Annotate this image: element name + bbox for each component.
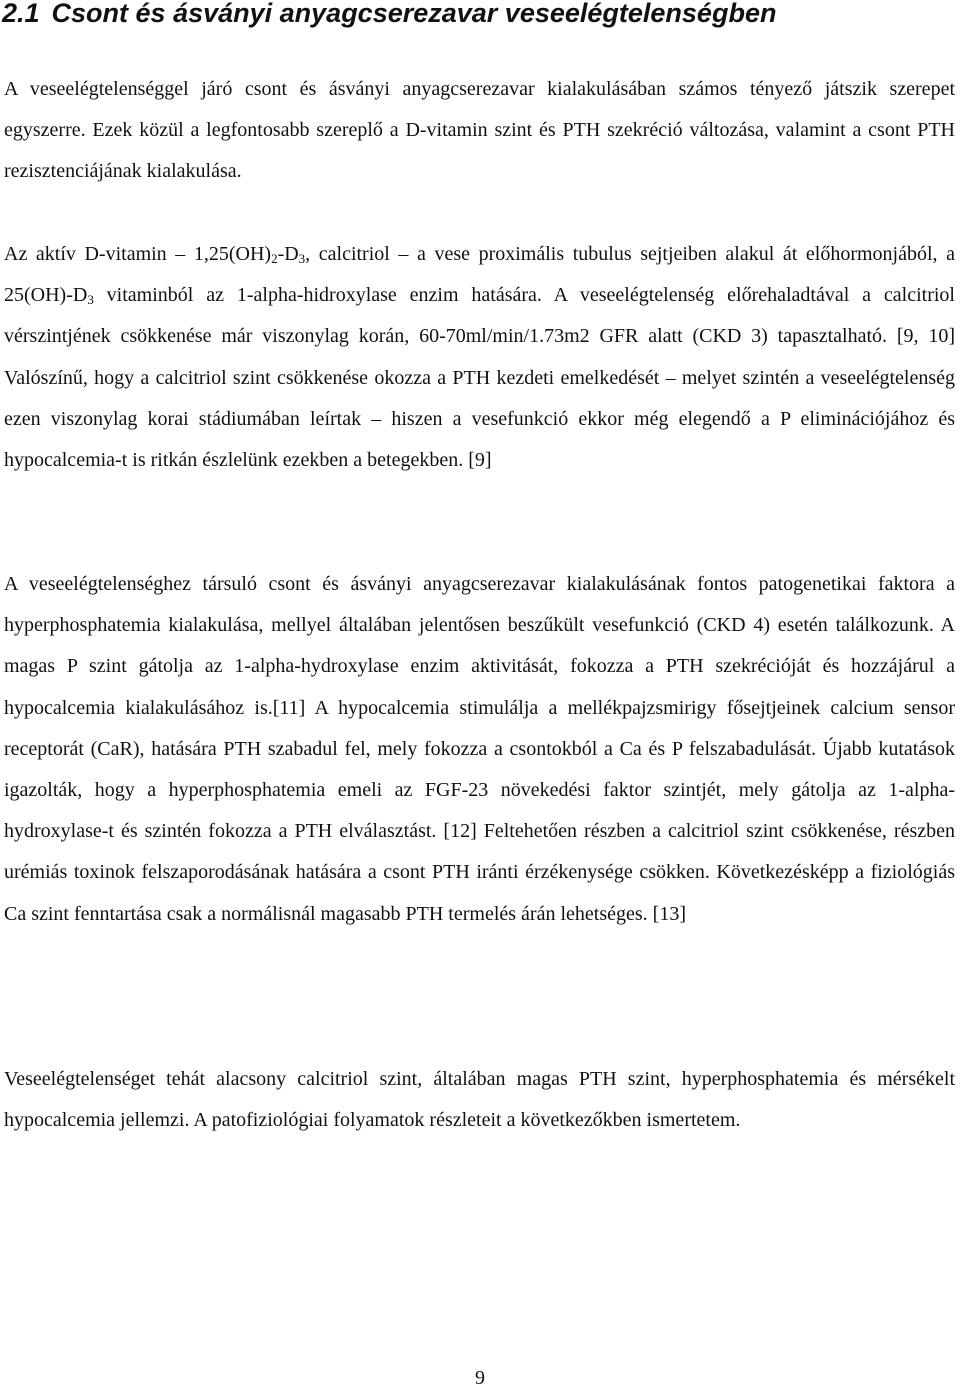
paragraph-2-text-d: vitaminból az 1-alpha-hidroxylase enzim hatására. A veseelégtelenség előrehaladtával a calcitriol vérszintjének csökkenése már viszonylag korán, 60-70ml/min/1.73m2 GFR alatt (CKD 3) tapasztalható. [9, 10] Valószínű, hogy a calcitriol szint csökkenése okozza a PTH kezdeti emelkedését – melyet szintén a veseelégtelenség ezen viszonylag korai stádiumában leírtak – hiszen a vesefunkció ekkor még elegendő a P eliminációjához és hypocalcemia-t is ritkán észlelünk ezekben a betegekben. [9] [4,284,955,472]
paragraph-2-text-c: , calcitriol – a vese proximális tubulus sejtjeiben alakul át előhormonjából, a 25(OH)-D [4,243,955,307]
subscript-2: 2 [271,251,278,266]
subscript-3-second: 3 [87,292,94,308]
paragraph-3: A veseelégtelenséghez társuló csont és ásványi anyagcserezavar kialakulásának fontos patogenetikai faktora a hyperphosphatemia kialakulása, mellyel általában jelentősen beszűkült vesefunkció (CKD 4) esetén találkozunk. A magas P szint gátolja az 1-alpha-hydroxylase enzim aktivitását, fokozza a PTH szekrécióját és hozzájárul a hypocalcemia kialakulásához is.[11] A hypocalcemia stimulálja a mellékpajzsmirigy fősejtjeinek calcium sensor receptorát (CaR), hatására PTH szabadul fel, mely fokozza a csontokból a Ca és P felszabadulását. Újabb kutatások igazolták, hogy a hyperphosphatemia emeli az FGF-23 növekedési faktor szintjét, mely gátolja az 1-alpha-hydroxylase-t és szintén fokozza a PTH elválasztást. [12] Feltehetően részben a calcitriol szint csökkenése, részben urémiás toxinok felszaporodásának hatására a csont PTH iránti érzékenysége csökken. Következésképp a fiziológiás Ca szint fenntartása csak a normálisnál magasabb PTH termelés árán lehetséges. [13] [4,573,955,925]
section-heading [2,0,776,30]
section-number: 2.1 [2,0,40,28]
paragraph-2-text-a: Az aktív D-vitamin – 1,25(OH) [4,243,272,265]
page-number: 9 [475,1367,485,1389]
paragraph-4: Veseelégtelenséget tehát alacsony calcitriol szint, általában magas PTH szint, hyperphosphatemia és mérsékelt hypocalcemia jellemzi. A patofiziológiai folyamatok részleteit a következőkben ismertetem. [4,1068,955,1132]
paragraph-2 [4,234,955,481]
paragraph-2-text-b: -D [277,243,299,265]
paragraph-1: A veseelégtelenséggel járó csont és ásványi anyagcserezavar kialakulásában számos tényező játszik szerepet egyszerre. Ezek közül a legfontosabb szereplő a D-vitamin szint és PTH szekréció változása, valamint a csont PTH rezisztenciájának kialakulása. [4,78,955,183]
subscript-3: 3 [298,251,306,266]
section-title: Csont és ásványi anyagcserezavar veseelégtelenségben [51,0,777,28]
